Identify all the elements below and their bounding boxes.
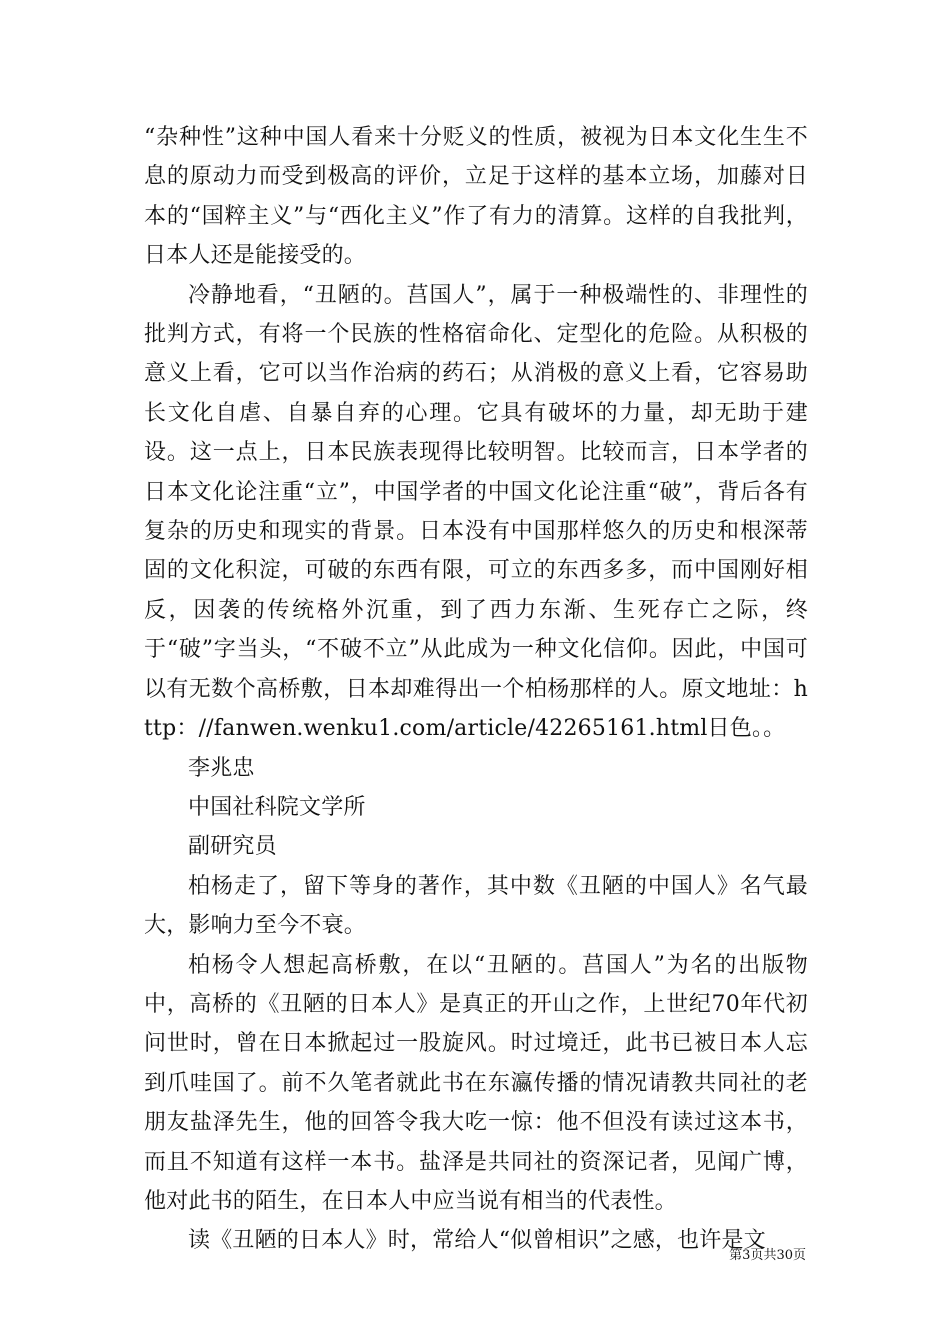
paragraph-reading-impression: 读《丑陋的日本人》时，常给人“似曾相识”之感，也许是文 xyxy=(188,1228,766,1254)
paragraph-boyang-legacy: 柏杨走了，留下等身的著作，其中数《丑陋的中国人》名气最大，影响力至今不衰。 xyxy=(144,873,808,939)
author-name: 李兆忠 xyxy=(188,755,255,781)
author-title: 副研究员 xyxy=(188,834,277,860)
page-number: 第3页共30页 xyxy=(729,1248,806,1263)
paragraph-critical-analysis: 冷静地看，“丑陋的。莒国人”，属于一种极端性的、非理性的批判方式，有将一个民族的性格宿命化、定型化的危险。从积极的意义上看，它可以当作治病的药石；从消极的意义上看，它容易助长文化自虐、自暴自弃的心理。它具有破坏的力量，却无助于建设。这一点上，日本民族表现得比较明智。比较而言，日本学者的日本文化论注重“立”，中国学者的中国文化论注重“破”，背后各有复杂的历史和现实的背景。日本没有中国那样悠久的历史和根深蒂固的文化积淀，可破的东西有限，可立的东西多多，而中国刚好相反，因袭的传统格外沉重，到了西力东渐、生死存亡之际，终于“破”字当头，“不破不立”从此成为一种文化信仰。因此，中国可以有无数个高桥敷，日本却难得出一个柏杨那样的人。原文地址：http：//fanwen.wenku1.com/article/42265161.html日色。。 xyxy=(144,282,808,742)
document-body xyxy=(144,118,808,1261)
author-institution: 中国社科院文学所 xyxy=(188,794,366,820)
paragraph-takahashi-book: 柏杨令人想起高桥敷，在以“丑陋的。莒国人”为名的出版物中，高桥的《丑陋的日本人》是真正的开山之作，上世纪70年代初问世时，曾在日本掀起过一股旋风。时过境迁，此书已被日本人忘到爪哇国了。前不久笔者就此书在东瀛传播的情况请教共同社的老朋友盐泽先生，他的回答令我大吃一惊：他不但没有读过这本书，而且不知道有这样一本书。盐泽是共同社的资深记者，见闻广博，他对此书的陌生，在日本人中应当说有相当的代表性。 xyxy=(144,952,808,1214)
paragraph-hybridity-critique: “杂种性”这种中国人看来十分贬义的性质，被视为日本文化生生不息的原动力而受到极高的评价，立足于这样的基本立场，加藤对日本的“国粹主义”与“西化主义”作了有力的清算。这样的自我批判，日本人还是能接受的。 xyxy=(144,125,808,269)
